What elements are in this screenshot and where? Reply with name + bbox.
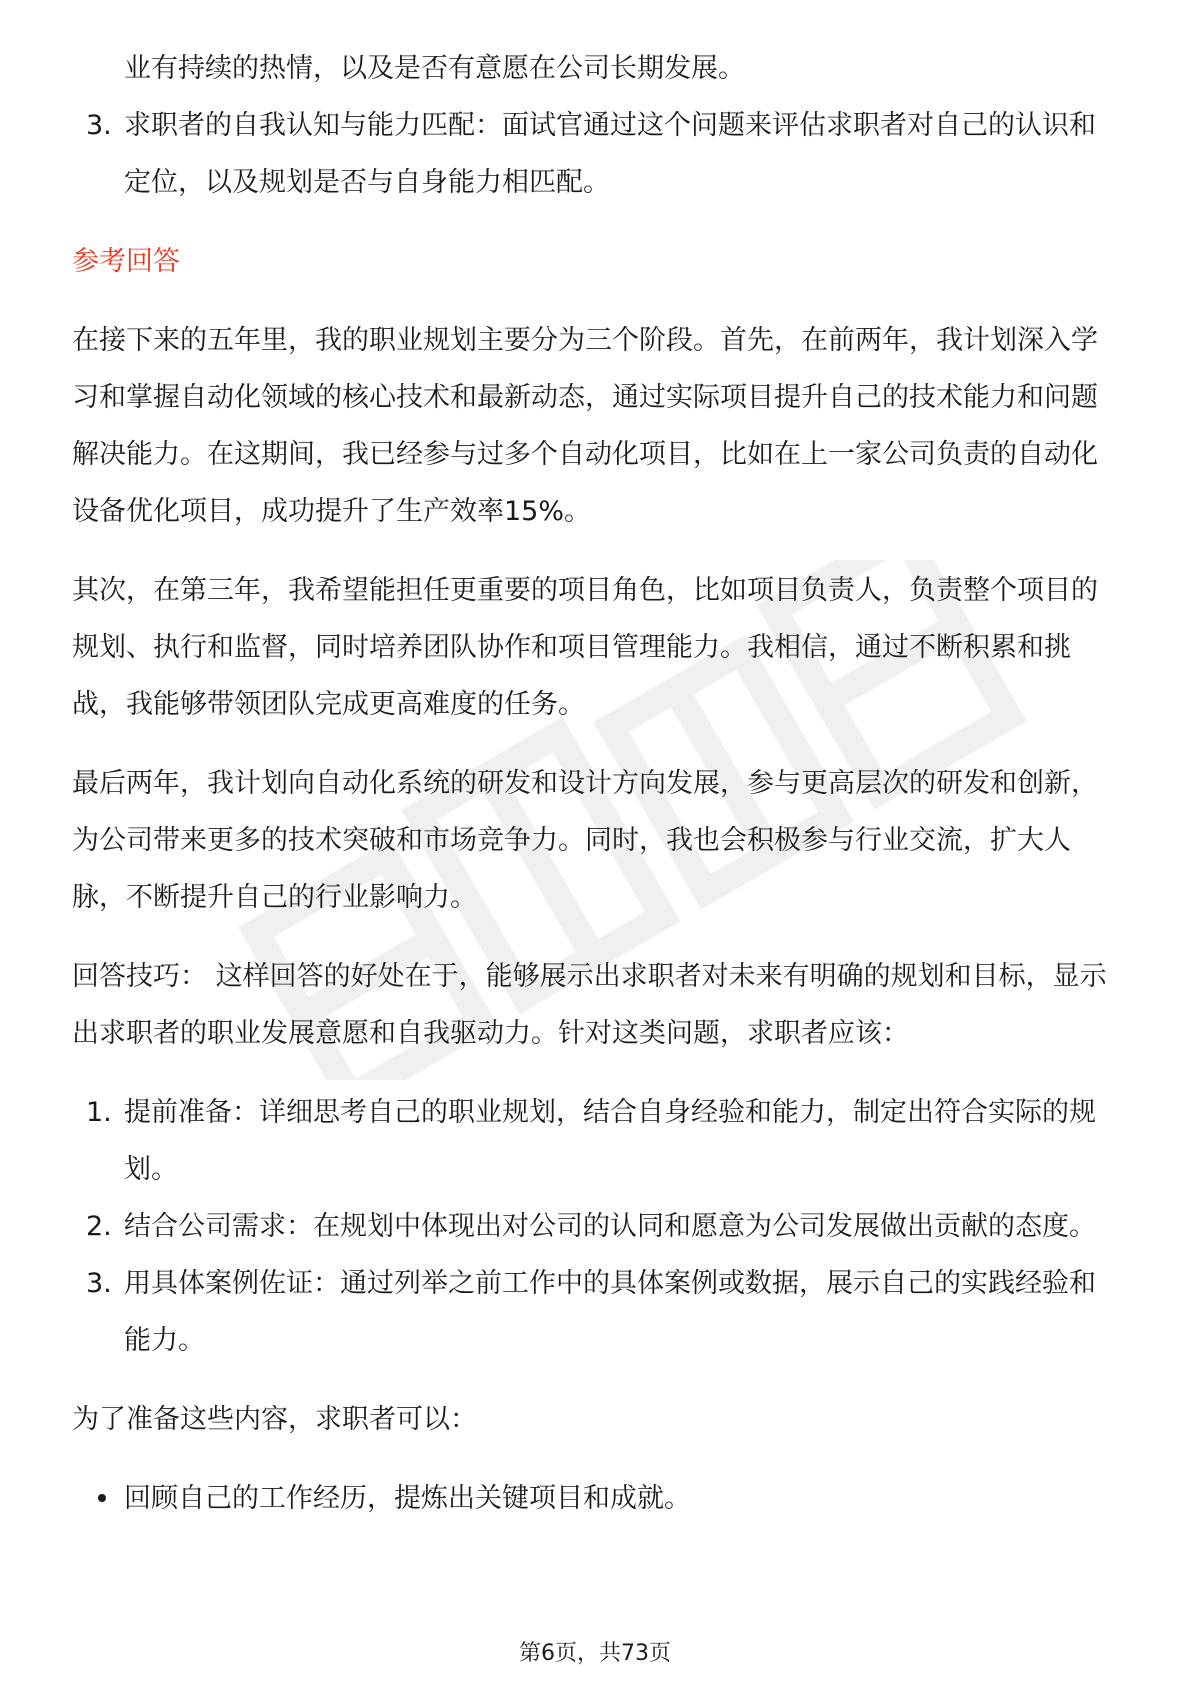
continuation-text: 业有持续的热情，以及是否有意愿在公司长期发展。 bbox=[124, 53, 745, 84]
list-item bbox=[72, 97, 1120, 211]
list-number: 3. bbox=[86, 110, 112, 141]
bullet-text: 回顾自己的工作经历，提炼出关键项目和成就。 bbox=[124, 1483, 691, 1514]
section-heading: 参考回答 bbox=[72, 246, 180, 277]
page-footer: 第6页，共73页 bbox=[519, 1641, 671, 1666]
prep-bullets bbox=[72, 1470, 1120, 1527]
list-item-text: 求职者的自我认知与能力匹配：面试官通过这个问题来评估求职者对自己的认识和定位，以及规划是否与自身能力相匹配。 bbox=[124, 110, 1096, 198]
tips-list bbox=[72, 1084, 1120, 1369]
paragraph: 回答技巧： 这样回答的好处在于，能够展示出求职者对未来有明确的规划和目标，显示出求职者的职业发展意愿和自我驱动力。针对这类问题，求职者应该： bbox=[72, 961, 1107, 1049]
prep-intro: 为了准备这些内容，求职者可以： bbox=[72, 1404, 477, 1435]
list-item-text: 提前准备：详细思考自己的职业规划，结合自身经验和能力，制定出符合实际的规划。 bbox=[124, 1097, 1096, 1185]
list-number: 3. bbox=[86, 1268, 112, 1299]
bullet-dot bbox=[98, 1494, 106, 1502]
paragraph: 在接下来的五年里，我的职业规划主要分为三个阶段。首先，在前两年，我计划深入学习和掌握自动化领域的核心技术和最新动态，通过实际项目提升自己的技术能力和问题解决能力。在这期间，我已经参与过多个自动化项目，比如在上一家公司负责的自动化设备优化项目，成功提升了生产效率15%。 bbox=[72, 325, 1098, 527]
paragraph: 其次，在第三年，我希望能担任更重要的项目角色，比如项目负责人，负责整个项目的规划、执行和监督，同时培养团队协作和项目管理能力。我相信，通过不断积累和挑战，我能够带领团队完成更高难度的任务。 bbox=[72, 575, 1098, 720]
list-item bbox=[72, 1198, 1120, 1255]
list-item bbox=[72, 1084, 1120, 1198]
document-content bbox=[72, 40, 1120, 1527]
list-item-text: 结合公司需求：在规划中体现出对公司的认同和愿意为公司发展做出贡献的态度。 bbox=[124, 1211, 1096, 1242]
bullet-item bbox=[72, 1470, 1120, 1527]
intro-list bbox=[72, 97, 1120, 211]
list-item-text: 用具体案例佐证：通过列举之前工作中的具体案例或数据，展示自己的实践经验和能力。 bbox=[124, 1268, 1096, 1356]
paragraph: 最后两年，我计划向自动化系统的研发和设计方向发展，参与更高层次的研发和创新，为公司带来更多的技术突破和市场竞争力。同时，我也会积极参与行业交流，扩大人脉，不断提升自己的行业影响力。 bbox=[72, 768, 1098, 913]
list-number: 1. bbox=[86, 1097, 112, 1128]
list-number: 2. bbox=[86, 1211, 112, 1242]
list-item bbox=[72, 1255, 1120, 1369]
